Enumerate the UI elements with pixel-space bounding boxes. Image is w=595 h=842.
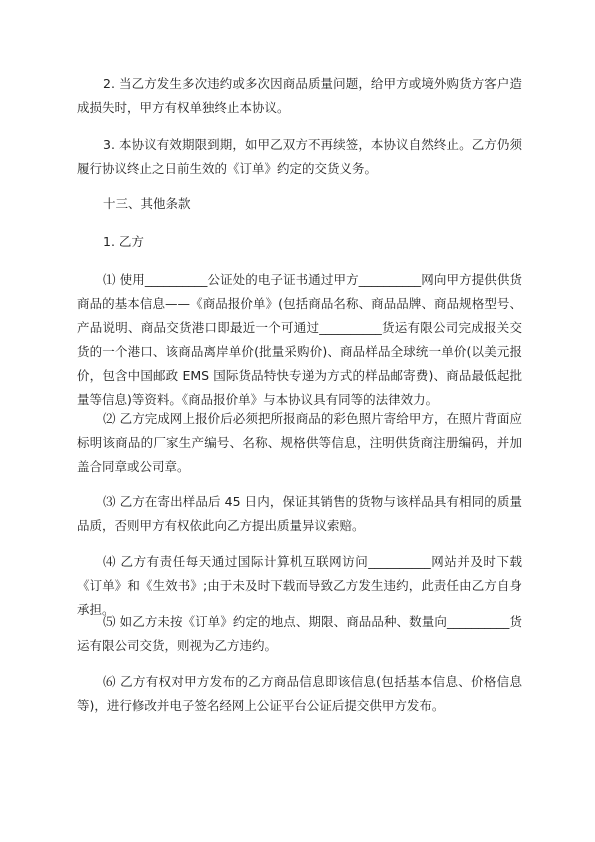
clause-12-item-2: 2. 当乙方发生多次违约或多次因商品质量问题，给甲方或境外购货方客户造成损失时，甲方有权单独终止本协议。: [77, 76, 522, 115]
party-b-item-1: ⑴ 使用__________公证处的电子证书通过甲方__________网向甲方提供供货商品的基本信息——《商品报价单》(包括商品名称、商品品牌、商品规格型号、产品说明、商品交货港口即最近一个可通过__________货运有限公司完成报关交货的一个港口、该商品离岸单价(批量采购价)、商品样品全球统一单价(以美元报价，包含中国邮政 EMS 国际货品特快专递为方式的样品邮寄费)、商品最低起批量等信息)等资料。《商品报价单》与本协议具有同等的法律效力。: [77, 272, 522, 407]
party-b-item-6: ⑹ 乙方有权对甲方发布的乙方商品信息即该信息(包括基本信息、价格信息等)，进行修改并电子签名经网上公证平台公证后提交供甲方发布。: [77, 674, 522, 713]
party-b-item-3: ⑶ 乙方在寄出样品后 45 日内，保证其销售的货物与该样品具有相同的质量品质，否则甲方有权依此向乙方提出质量异议索赔。: [77, 494, 522, 533]
party-b-item-4: ⑷ 乙方有责任每天通过国际计算机互联网访问__________网站并及时下载《订单》和《生效书》;由于未及时下载而导致乙方发生违约，此责任由乙方自身承担。: [77, 554, 522, 617]
party-b-heading: 1. 乙方: [103, 234, 144, 249]
party-b-item-5: ⑸ 如乙方未按《订单》约定的地点、期限、商品品种、数量向__________货运有限公司交货，则视为乙方违约。: [77, 614, 522, 653]
section-13-heading: 十三、其他条款: [103, 196, 191, 211]
clause-12-item-3: 3. 本协议有效期限到期，如甲乙双方不再续签，本协议自然终止。乙方仍须履行协议终止之日前生效的《订单》约定的交货义务。: [77, 137, 522, 176]
party-b-item-2: ⑵ 乙方完成网上报价后必须把所报商品的彩色照片寄给甲方，在照片背面应标明该商品的厂家生产编号、名称、规格供等信息，注明供货商注册编码，并加盖合同章或公司章。: [77, 411, 522, 474]
